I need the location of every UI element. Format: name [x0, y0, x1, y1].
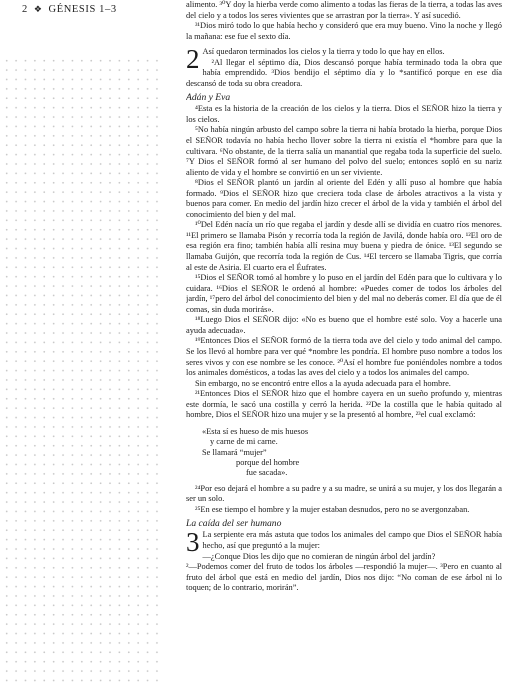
chapter-number: 3 [186, 527, 200, 558]
verse-paragraph: ³¹Dios miró todo lo que había hecho y consideró que era muy bueno. Vino la noche y llegó la mañana: ese fue el sexto día. [186, 21, 502, 41]
verse-paragraph: ⁵No había ningún arbusto del campo sobre la tierra ni había brotado la hierba, porque Dios el SEÑOR todavía no había hecho llover sobre la tierra ni existía el *hombre para que la cultivara. ⁶No obstante, de la tierra salía un manantial que regaba toda la superficie del suelo. ⁷Y Dios el SEÑOR formó al ser humano del polvo del suelo; entonces sopló en su nariz aliento de vida y el hombre se convirtió en un ser viviente. [186, 125, 502, 177]
dialogue-line: —¿Conque Dios les dijo que no comieran de ningún árbol del jardín? [202, 551, 436, 561]
verse-paragraph: ⁴Esta es la historia de la creación de los cielos y la tierra. Dios el SEÑOR hizo la tierra y los cielos. [186, 104, 502, 124]
verse-paragraph: ¹⁹Entonces Dios el SEÑOR formó de la tierra toda ave del cielo y todo animal del campo. Se los llevó al hombre para ver qué *nombre les pondría. El hombre puso nombre a todos los seres vivos y con ese nombre se les conoce. ²⁰Así el hombre fue poniéndoles nombre a todos los animales domésticos, a todas las aves del cielo y a todos los animales del campo. [186, 336, 502, 378]
page-number: 2 [22, 4, 28, 15]
verse-paragraph: ²Al llegar el séptimo día, Dios descansó porque había terminado toda la obra que había emprendido. ³Dios bendijo el séptimo día y lo *santificó porque en ese día descansó de toda su obra creadora. [186, 57, 502, 88]
running-head [22, 4, 117, 15]
verse-paragraph: ¹⁵Dios el SEÑOR tomó al hombre y lo puso en el jardín del Edén para que lo cultivara y lo cuidara. ¹⁶Dios el SEÑOR le ordenó al hombre: «Puedes comer de todos los árboles del jardín, ¹⁷pero del árbol del conocimiento del bien y del mal no deberás comer. El día que de él comas, sin duda morirás». [186, 273, 502, 314]
poem-line: fue sacada». [246, 468, 288, 478]
verse-paragraph: ²⁵En ese tiempo el hombre y la mujer estaban desnudos, pero no se avergonzaban. [195, 504, 470, 514]
verse-paragraph: ²⁴Por eso dejará el hombre a su padre y a su madre, se unirá a su mujer, y los dos llegarán a ser un solo. [186, 483, 502, 504]
poem-line: porque del hombre [236, 458, 300, 467]
poem-line: Se llamará “mujer” [202, 447, 267, 457]
section-heading: La caída del ser humano [186, 518, 282, 530]
poem-block [202, 427, 502, 479]
poem-line: y carne de mi carne. [210, 437, 278, 447]
verse-paragraph: alimento. ³⁰Y doy la hierba verde como alimento a todas las fieras de la tierra, a todas las aves del cielo y a todos los seres vivientes que se arrastran por la tierra». Y así sucedió. [186, 0, 502, 20]
book-range: GÉNESIS 1–3 [48, 4, 117, 15]
verse-paragraph: ¹⁸Luego Dios el SEÑOR dijo: «No es bueno que el hombre esté solo. Voy a hacerle una ayuda adecuada». [186, 315, 502, 335]
dialogue-line: ²—Podemos comer del fruto de todos los árboles —respondió la mujer—. ³Pero en cuanto al fruto del árbol que está en medio del jardín, Dios nos dijo: “No coman de ese árbol ni lo toquen; de lo contrario, morirán”. [186, 562, 502, 593]
poem-line: «Esta sí es hueso de mis huesos [202, 426, 309, 436]
verse-text: Así quedaron terminados los cielos y la tierra y todo lo que hay en ellos. [202, 47, 445, 57]
verse-paragraph: ¹⁰Del Edén nacía un río que regaba el jardín y desde allí se dividía en cuatro ríos menores. ¹¹El primero se llamaba Pisón y recorría toda la región de Javilá, donde había oro. ¹²El oro de esa región era fino; también había allí resina muy buena y piedra de ónice. ¹³El segundo se llamaba Guijón, que recorría toda la región de Cus. ¹⁴El tercero se llamaba Tigris, que corría al este de Asiria. El cuarto era el Éufrates. [186, 220, 502, 272]
verse-text: La serpiente era más astuta que todos los animales del campo que Dios el SEÑOR había hecho, así que preguntó a la mujer: [202, 530, 502, 550]
section-heading: Adán y Eva [186, 92, 231, 104]
ornament-icon: ❖ [33, 4, 43, 14]
scripture-text [186, 0, 502, 692]
verse-paragraph: Sin embargo, no se encontró entre ellos a la ayuda adecuada para el hombre. [195, 378, 451, 388]
verse-paragraph: ⁸Dios el SEÑOR plantó un jardín al oriente del Edén y allí puso al hombre que había formado. ⁹Dios el SEÑOR hizo que creciera toda clase de árboles atractivos a la vista y buenos para comer. En medio del jardín hizo crecer el árbol de la vida y también el árbol del conocimiento del bien y del mal. [186, 178, 502, 219]
verse-paragraph: ²¹Entonces Dios el SEÑOR hizo que el hombre cayera en un sueño profundo y, mientras este dormía, le sacó una costilla y cerró la herida. ²²De la costilla que le había quitado al hombre, Dios el SEÑOR hizo una mujer y se la presentó al hombre, ²³el cual exclamó: [186, 389, 502, 420]
notes-dot-grid [2, 56, 164, 686]
chapter-number: 2 [186, 44, 200, 75]
